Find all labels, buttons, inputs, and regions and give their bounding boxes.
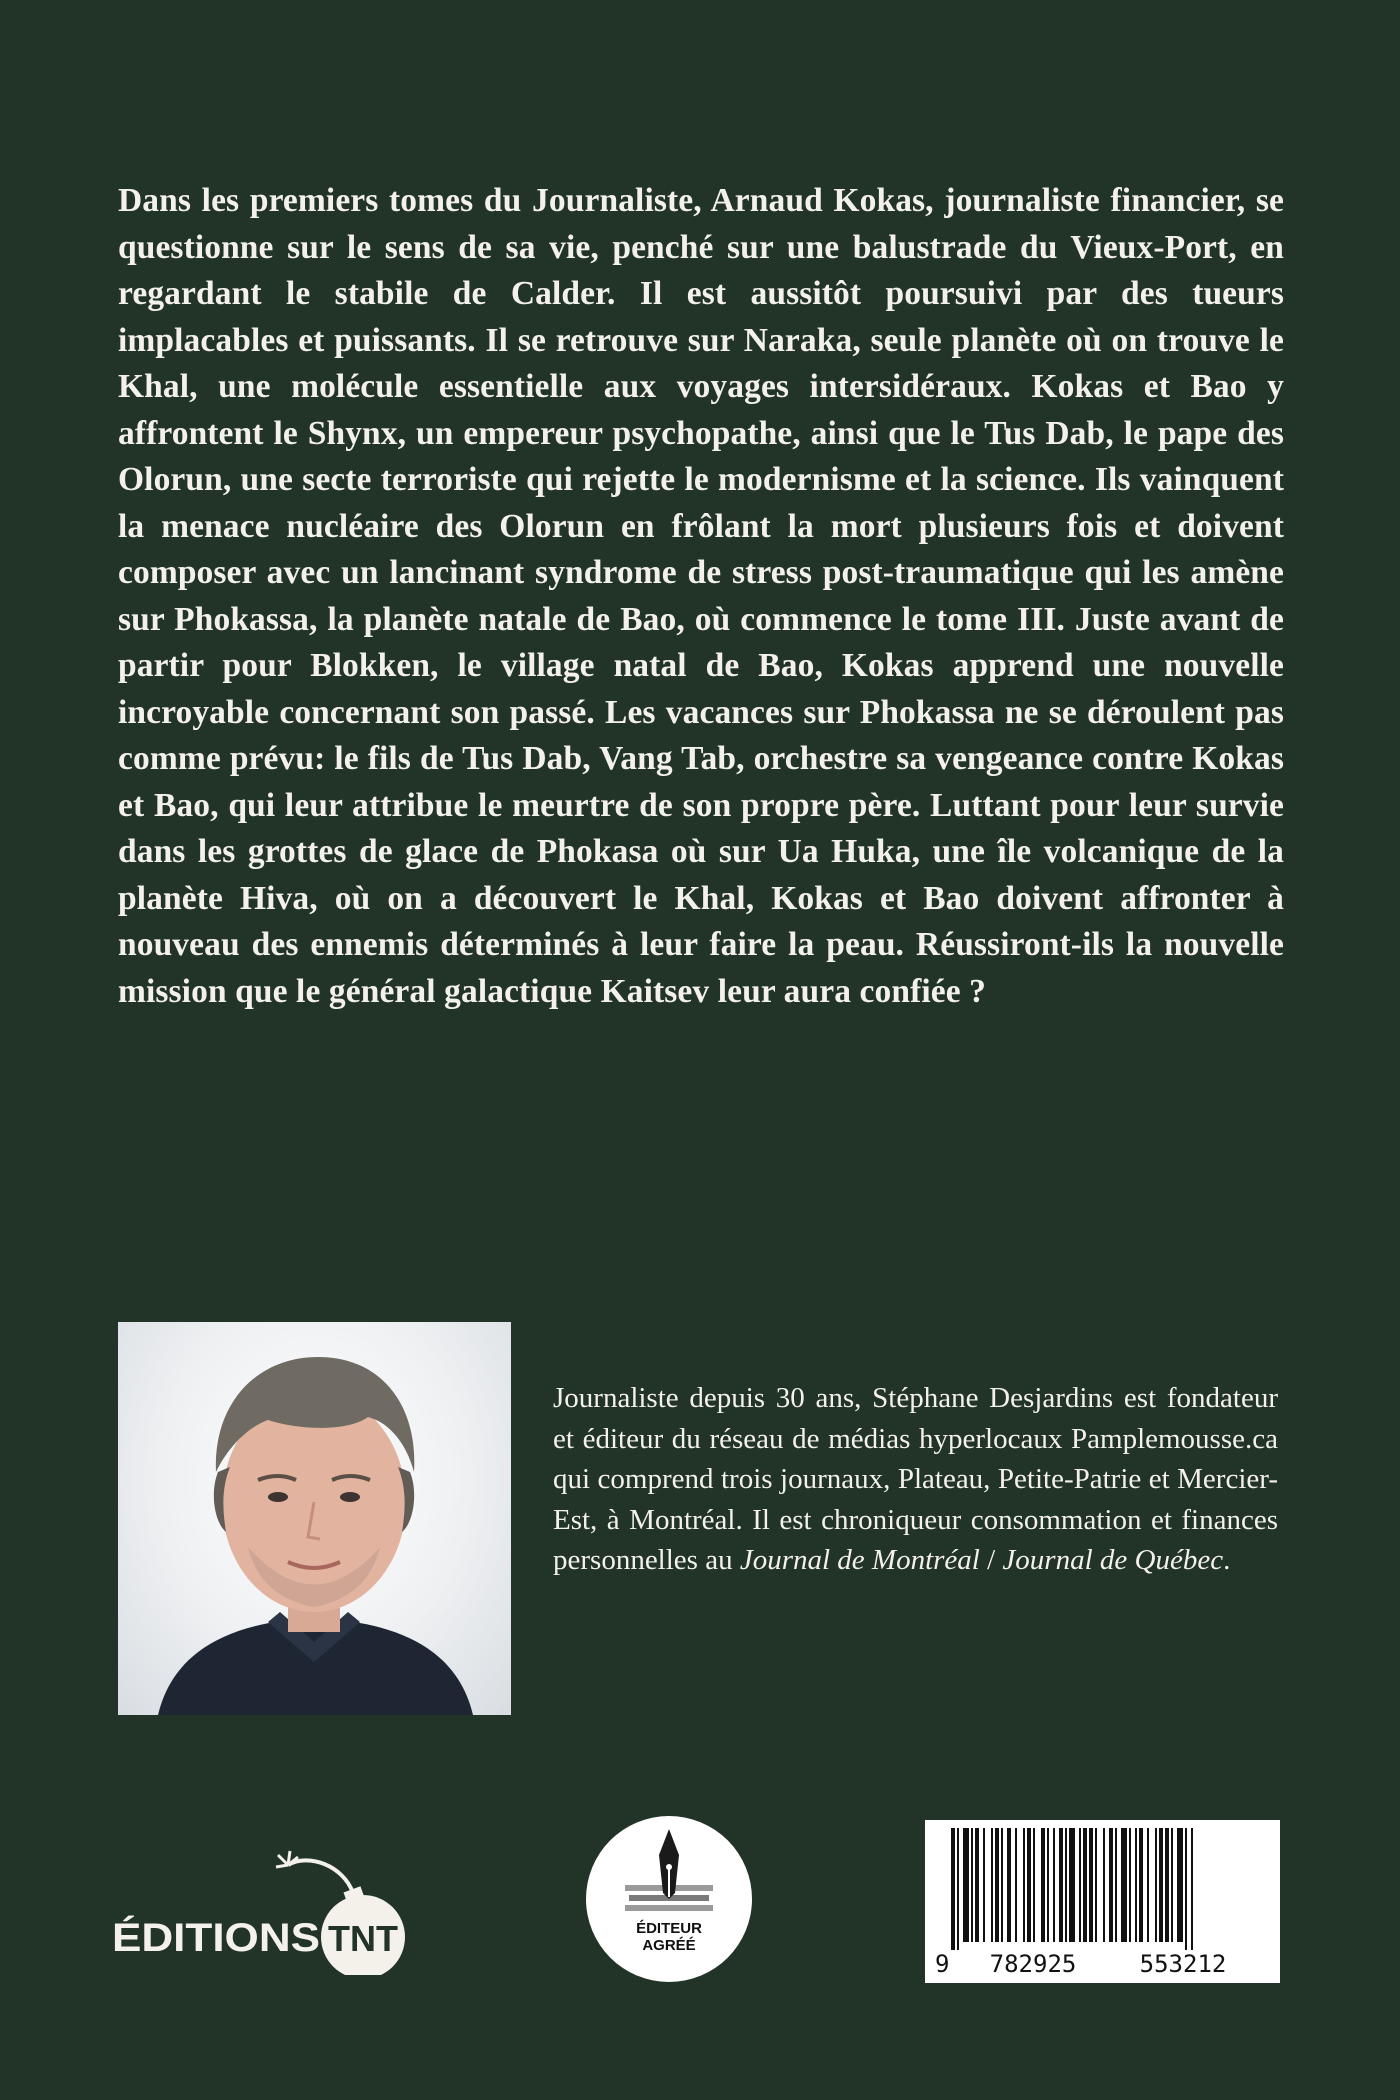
barcode-bar <box>1129 1828 1131 1942</box>
barcode-bar <box>963 1828 969 1942</box>
synopsis-text: Dans les premiers tomes du Journaliste, Arnaud Kokas, journaliste financier, se questionne sur le sens de sa vie, penché sur une balustrade du Vieux-Port, en regardant le stabile de Calder. Il est aussitôt poursuivi par des tueurs implacables et puissants. Il se retrouve sur Naraka, seule planète où on trouve le Khal, une molécule essentielle aux voyages intersidéraux. Kokas et Bao y affrontent le Shynx, un empereur psychopathe, ainsi que le Tus Dab, le pape des Olorun, une secte terroriste qui rejette le modernisme et la science. Ils vainquent la menace nucléaire des Olorun en frôlant la mort plusieurs fois et doivent composer avec un lancinant syndrome de stress post-traumatique qui les amène sur Phokassa, la planète natale de Bao, où commence le tome III. Juste avant de partir pour Blokken, le village natal de Bao, Kokas apprend une nouvelle incroyable concernant son passé. Les vacances sur Phokassa ne se déroulent pas comme prévu: le fils de Tus Dab, Vang Tab, orchestre sa vengeance contre Kokas et Bao, qui leur attribue le meurtre de son propre père. Luttant pour leur survie dans les grottes de glace de Phokasa où sur Ua Huka, une île volcanique de la planète Hiva, où on a découvert le Khal, Kokas et Bao doivent affronter à nouveau des ennemis déterminés à leur faire la peau. Réussiront-ils la nouvelle mission que le général galactique Kaitsev leur aura confiée ? <box>118 182 1284 1010</box>
barcode-bar <box>1047 1828 1049 1942</box>
barcode-bar <box>1185 1828 1187 1950</box>
barcode-bar <box>1041 1828 1045 1942</box>
barcode-bar <box>1053 1828 1055 1942</box>
barcode-bar <box>991 1828 993 1942</box>
barcode-bar <box>1079 1828 1081 1942</box>
author-bio <box>553 1378 1278 1581</box>
barcode-bar <box>1089 1828 1093 1942</box>
author-bio-end: . <box>1223 1544 1231 1576</box>
barcode-bars <box>925 1820 1280 1983</box>
isbn-digit-group-2: 553212 <box>1139 1950 1227 1978</box>
barcode-bar <box>975 1828 979 1942</box>
barcode-bar <box>1191 1828 1193 1950</box>
barcode-bar <box>1159 1828 1163 1942</box>
journal-name-2: Journal de Québec <box>1002 1544 1224 1576</box>
barcode-bar <box>1065 1828 1067 1942</box>
barcode-bar <box>1135 1828 1137 1942</box>
barcode-bar <box>1109 1828 1113 1942</box>
barcode-bar <box>1177 1828 1183 1942</box>
barcode-bar <box>1059 1828 1063 1942</box>
barcode-bar <box>1033 1828 1035 1942</box>
isbn-digit-prefix: 9 <box>935 1950 950 1978</box>
approved-publisher-seal <box>585 1815 753 1983</box>
barcode-bar <box>1171 1828 1173 1942</box>
barcode-bar <box>1015 1828 1017 1942</box>
barcode-bar <box>1103 1828 1105 1942</box>
logo-word: ÉDITIONS <box>112 1916 301 1960</box>
barcode-bar <box>1165 1828 1169 1942</box>
seal-line-2: AGRÉÉ <box>642 1937 696 1954</box>
barcode-bar <box>957 1828 959 1950</box>
barcode-bar <box>1023 1828 1025 1942</box>
barcode-bar <box>995 1828 999 1942</box>
journal-name-1: Journal de Montréal <box>739 1544 980 1576</box>
bomb-logo-icon <box>108 1845 418 1975</box>
barcode-bar <box>1121 1828 1127 1942</box>
barcode-bar <box>1147 1828 1149 1942</box>
author-photo <box>118 1322 511 1715</box>
author-bio-text: Journaliste depuis 30 ans, Stéphane Desjardins est fondateur et éditeur du réseau de médias hyperlocaux Pamplemousse.ca qui comprend trois journaux, Plateau, Petite-Patrie et Mercier-Est, à Montréal. Il est chroniqueur consommation et finances personnelles au <box>553 1382 1278 1576</box>
barcode-bar <box>1069 1828 1075 1942</box>
publisher-logo <box>108 1845 418 1975</box>
barcode-bar <box>983 1828 985 1942</box>
barcode-bar <box>1001 1828 1003 1942</box>
barcode-bar <box>971 1828 973 1942</box>
barcode-bar <box>1083 1828 1087 1942</box>
author-portrait-illustration <box>118 1322 511 1715</box>
isbn-digit-group-1: 782925 <box>989 1950 1077 1978</box>
fountain-pen-icon <box>585 1815 753 1983</box>
barcode-bar <box>1027 1828 1031 1942</box>
logo-mark: TNT <box>328 1918 398 1959</box>
isbn-barcode <box>925 1820 1280 1983</box>
barcode-bar <box>1007 1828 1011 1942</box>
seal-line-1: ÉDITEUR <box>636 1920 702 1937</box>
barcode-bar <box>1139 1828 1143 1942</box>
barcode-bar <box>1155 1828 1157 1942</box>
barcode-bar <box>1115 1828 1117 1942</box>
barcode-bar <box>951 1828 955 1950</box>
barcode-bar <box>1095 1828 1097 1942</box>
journal-separator: / <box>979 1544 1003 1576</box>
